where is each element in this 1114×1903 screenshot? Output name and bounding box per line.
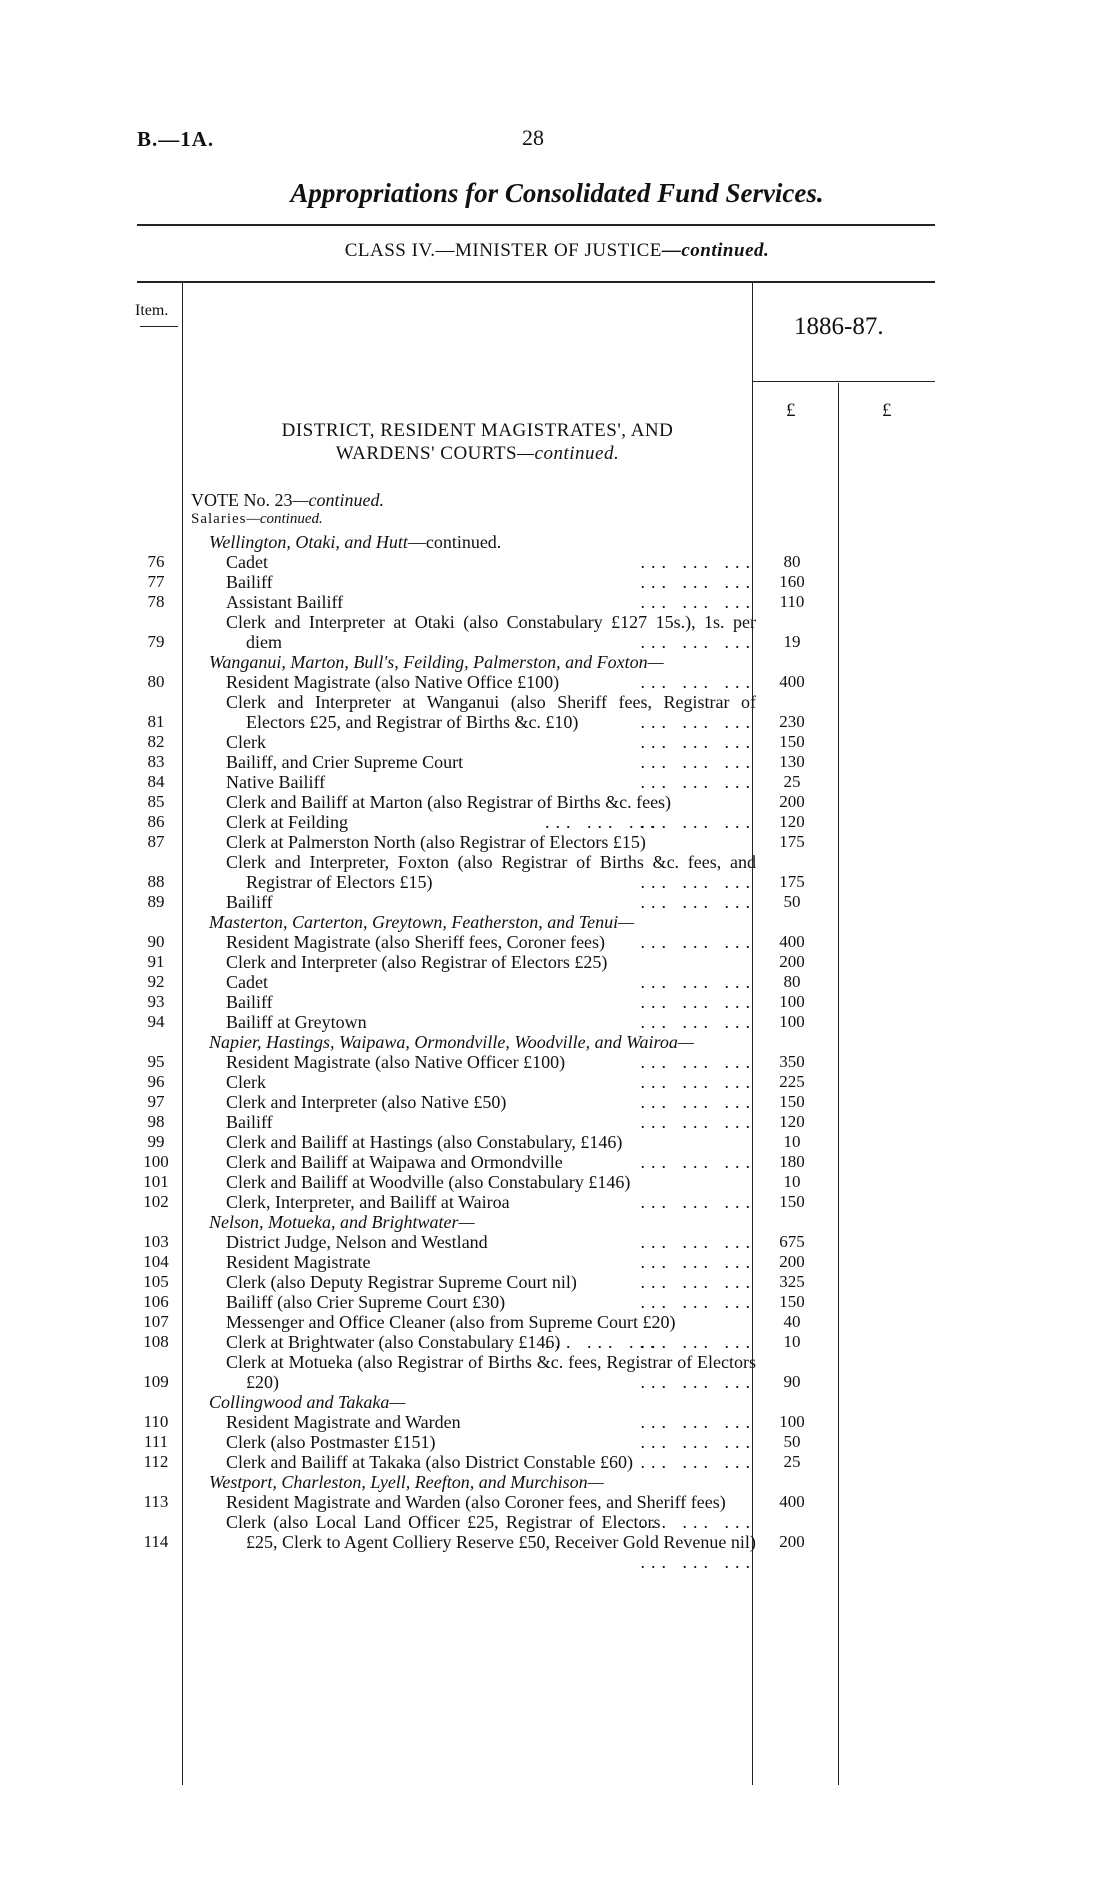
- item-description: [226, 1172, 756, 1192]
- item-amount: 25: [783, 1452, 801, 1471]
- table-row: [0, 1252, 1114, 1272]
- leader-dots: ... ... ...: [640, 632, 756, 652]
- item-description: [226, 552, 756, 572]
- item-amount: 40: [783, 1312, 801, 1331]
- item-description: [226, 1232, 756, 1252]
- table-row: [0, 932, 1114, 952]
- item-description: [226, 852, 756, 892]
- item-number: 110: [143, 1412, 169, 1431]
- row-text: Clerk and Bailiff at Woodville (also Constabulary £146): [226, 1172, 631, 1192]
- table-row: [0, 1172, 1114, 1192]
- page-reference: B.—1A.: [137, 127, 215, 151]
- table-row: [0, 1432, 1114, 1452]
- pound-sign-2: £: [882, 400, 892, 421]
- table-row: [0, 892, 1114, 912]
- leader-dots: ... ... ...: [640, 1332, 756, 1352]
- item-description: [226, 992, 756, 1012]
- item-amount: 200: [779, 952, 805, 971]
- year-column-header: 1886-87.: [794, 313, 884, 340]
- item-amount: 350: [779, 1052, 805, 1071]
- section-title-line2: WARDENS' COURTS: [335, 443, 518, 464]
- leader-dots: ... ... ...: [640, 1152, 756, 1172]
- pound-sign-1: £: [786, 400, 796, 421]
- row-text: Clerk and Bailiff at Marton (also Registrar of Births &c. fees): [226, 792, 672, 812]
- item-description: [226, 1252, 756, 1272]
- row-text: Clerk and Interpreter, Foxton (also Registrar of Births &c. fees, and Registrar of Electors £15): [226, 852, 756, 892]
- item-number: 91: [147, 952, 165, 971]
- item-description: [226, 612, 756, 652]
- item-amount: 150: [779, 732, 805, 751]
- item-number: 85: [147, 792, 165, 811]
- row-text: Clerk and Bailiff at Waipawa and Ormondville: [226, 1152, 563, 1172]
- item-description: [226, 672, 756, 692]
- salaries-line: [191, 511, 323, 528]
- item-number: 79: [147, 632, 165, 651]
- item-amount: 160: [779, 572, 805, 591]
- item-description: [226, 1192, 756, 1212]
- item-description: [226, 832, 756, 852]
- leader-dots: ... ... ...: [640, 732, 756, 752]
- item-amount: 50: [783, 892, 801, 911]
- row-text: Napier, Hastings, Waipawa, Ormondville, Woodville, and Wairoa—: [209, 1032, 694, 1052]
- leader-dots: ... ... ...: [640, 972, 756, 992]
- row-text: Clerk at Palmerston North (also Registrar of Electors £15): [226, 832, 646, 852]
- item-description: [226, 952, 756, 972]
- row-text: Resident Magistrate and Warden (also Coroner fees, and Sheriff fees): [226, 1492, 726, 1512]
- item-description: [226, 572, 756, 592]
- item-number: 105: [143, 1272, 169, 1291]
- leader-dots: ... ... ...: [640, 752, 756, 772]
- item-description: [226, 812, 756, 832]
- item-number: 78: [147, 592, 165, 611]
- item-number: 97: [147, 1092, 165, 1111]
- section-title-line2-wrap: [200, 442, 755, 465]
- leader-dots: ... ... ...: [640, 892, 756, 912]
- row-continued: —continued.: [407, 532, 502, 552]
- salaries-label: Salaries: [191, 511, 247, 527]
- leader-dots: ... ... ...: [640, 1092, 756, 1112]
- row-text: Resident Magistrate (also Native Officer £100): [226, 1052, 566, 1072]
- table-row: [0, 1452, 1114, 1472]
- row-text: Clerk and Interpreter at Otaki (also Constabulary £127 15s.), 1s. per diem: [226, 612, 756, 652]
- district-group-row: [0, 652, 1114, 672]
- table-row: [0, 1072, 1114, 1092]
- item-description: [226, 1292, 756, 1312]
- leader-dots: ... ... ...: [640, 872, 756, 892]
- row-text: Bailiff: [226, 992, 273, 1012]
- item-amount: 400: [779, 1492, 805, 1511]
- table-row: [0, 1352, 1114, 1392]
- page-title: Appropriations for Consolidated Fund Services.: [290, 178, 824, 208]
- item-description: [226, 1432, 756, 1452]
- leader-dots: ... ... ...: [640, 1232, 756, 1252]
- row-text: Clerk at Motueka (also Registrar of Births &c. fees, Registrar of Electors £20): [226, 1352, 756, 1392]
- item-number: 86: [147, 812, 165, 831]
- item-amount: 200: [779, 792, 805, 811]
- item-amount: 325: [779, 1272, 805, 1291]
- leader-dots: ... ... ...: [640, 1452, 756, 1472]
- item-number: 92: [147, 972, 165, 991]
- item-number: 112: [143, 1452, 169, 1471]
- leader-dots: ... ... ...: [640, 592, 756, 612]
- leader-dots: ... ... ...: [640, 572, 756, 592]
- item-description: [226, 1072, 756, 1092]
- class-title-continued: —continued.: [661, 240, 770, 261]
- leader-dots: ... ... ...: [640, 772, 756, 792]
- item-amount: 225: [779, 1072, 805, 1091]
- leader-dots: ... ... ...: [640, 1112, 756, 1132]
- item-description: [226, 1452, 756, 1472]
- item-amount: 150: [779, 1192, 805, 1211]
- table-row: [0, 832, 1114, 852]
- row-text: Messenger and Office Cleaner (also from Supreme Court £20): [226, 1312, 676, 1332]
- leader-dots: ... ... ...: [640, 1552, 756, 1572]
- item-description: [226, 932, 756, 952]
- district-group-label: [209, 1212, 737, 1232]
- table-row: [0, 1232, 1114, 1252]
- table-row: [0, 992, 1114, 1012]
- item-number: 94: [147, 1012, 165, 1031]
- table-row: [0, 592, 1114, 612]
- row-text: Bailiff: [226, 572, 273, 592]
- table-row: [0, 1272, 1114, 1292]
- row-text: Bailiff: [226, 1112, 273, 1132]
- row-text: Collingwood and Takaka—: [209, 1392, 406, 1412]
- item-number: 89: [147, 892, 165, 911]
- item-amount: 25: [783, 772, 801, 791]
- vote-continued: —continued.: [292, 490, 384, 510]
- district-group-label: [209, 532, 737, 552]
- leader-dots: ... ... ...: [640, 1512, 756, 1532]
- district-group-row: [0, 1212, 1114, 1232]
- item-amount: 675: [779, 1232, 805, 1251]
- row-text: District Judge, Nelson and Westland: [226, 1232, 488, 1252]
- item-description: [226, 1412, 756, 1432]
- item-amount: 10: [783, 1172, 801, 1191]
- table-row: [0, 1512, 1114, 1572]
- section-title-continued: —continued.: [517, 443, 620, 464]
- table-row: [0, 1152, 1114, 1172]
- table-row: [0, 1192, 1114, 1212]
- district-group-row: [0, 1032, 1114, 1052]
- leader-dots: ... ... ...: [640, 1432, 756, 1452]
- item-description: [226, 592, 756, 612]
- district-group-label: [209, 1032, 737, 1052]
- row-text: Bailiff: [226, 892, 273, 912]
- item-amount: 120: [779, 1112, 805, 1131]
- table-row: [0, 732, 1114, 752]
- item-number: 101: [143, 1172, 169, 1191]
- title-rule: [137, 224, 935, 226]
- item-amount: 50: [783, 1432, 801, 1451]
- item-amount: 230: [779, 712, 805, 731]
- row-text: Cadet: [226, 972, 268, 992]
- item-number: 88: [147, 872, 165, 891]
- leader-dots: ... ... ...: [640, 1052, 756, 1072]
- item-number: 111: [143, 1432, 169, 1451]
- item-description: [226, 1352, 756, 1392]
- item-amount: 90: [783, 1372, 801, 1391]
- item-description: [226, 752, 756, 772]
- row-text: Clerk: [226, 1072, 266, 1092]
- table-row: [0, 1332, 1114, 1352]
- item-number: 76: [147, 552, 165, 571]
- leader-dots: ... ... ...: [640, 1192, 756, 1212]
- item-number: 98: [147, 1112, 165, 1131]
- table-row: [0, 672, 1114, 692]
- item-column-header: Item.: [135, 302, 169, 319]
- table-row: [0, 972, 1114, 992]
- item-number: 109: [143, 1372, 169, 1391]
- row-text: Clerk and Interpreter (also Registrar of Electors £25): [226, 952, 608, 972]
- vote-line: [191, 490, 384, 511]
- item-description: [226, 1272, 756, 1292]
- item-number: 77: [147, 572, 165, 591]
- item-number: 99: [147, 1132, 165, 1151]
- district-group-label: [209, 1472, 737, 1492]
- table-top-rule: [137, 281, 935, 283]
- section-title-line1: DISTRICT, RESIDENT MAGISTRATES', AND: [281, 420, 674, 441]
- item-number: 100: [143, 1152, 169, 1171]
- item-amount: 400: [779, 932, 805, 951]
- table-row: [0, 752, 1114, 772]
- item-header-underline: [140, 326, 178, 327]
- item-number: 84: [147, 772, 165, 791]
- row-text: Resident Magistrate and Warden: [226, 1412, 461, 1432]
- class-title-text: CLASS IV.—MINISTER OF JUSTICE: [344, 240, 662, 261]
- row-text: Masterton, Carterton, Greytown, Featherston, and Tenui—: [209, 912, 635, 932]
- item-amount: 10: [783, 1132, 801, 1151]
- table-row: [0, 1132, 1114, 1152]
- item-number: 102: [143, 1192, 169, 1211]
- item-number: 104: [143, 1252, 169, 1271]
- item-amount: 110: [779, 592, 805, 611]
- item-number: 90: [147, 932, 165, 951]
- row-text: Westport, Charleston, Lyell, Reefton, and Murchison—: [209, 1472, 604, 1492]
- item-description: [226, 1512, 756, 1572]
- row-text: Clerk and Bailiff at Takaka (also District Constable £60): [226, 1452, 633, 1472]
- leader-dots: ... ... ...: [640, 672, 756, 692]
- item-amount: 175: [779, 872, 805, 891]
- item-amount: 120: [779, 812, 805, 831]
- item-number: 83: [147, 752, 165, 771]
- item-amount: 80: [783, 552, 801, 571]
- item-description: [226, 692, 756, 732]
- row-text: Clerk (also Postmaster £151): [226, 1432, 436, 1452]
- row-text: Resident Magistrate: [226, 1252, 371, 1272]
- row-text: Resident Magistrate (also Native Office £100): [226, 672, 560, 692]
- item-number: 108: [143, 1332, 169, 1351]
- row-text: Clerk (also Deputy Registrar Supreme Court nil): [226, 1272, 577, 1292]
- row-text: Wellington, Otaki, and Hutt: [209, 532, 408, 552]
- item-description: [226, 1152, 756, 1172]
- table-row: [0, 1012, 1114, 1032]
- row-text: Clerk at Feilding: [226, 812, 348, 832]
- leader-dots: ... ... ...: [640, 1412, 756, 1432]
- section-title: [200, 419, 755, 465]
- table-row: [0, 1052, 1114, 1072]
- item-description: [226, 1332, 756, 1352]
- row-text: Clerk at Brightwater (also Constabulary £146): [226, 1332, 561, 1352]
- item-number: 106: [143, 1292, 169, 1311]
- item-number: 95: [147, 1052, 165, 1071]
- row-text: Clerk: [226, 732, 266, 752]
- item-description: [226, 972, 756, 992]
- row-text: Assistant Bailiff: [226, 592, 344, 612]
- leader-dots: ... ... ...: [640, 1012, 756, 1032]
- table-row: [0, 612, 1114, 652]
- row-text: Clerk and Interpreter (also Native £50): [226, 1092, 507, 1112]
- table-row: [0, 572, 1114, 592]
- year-header-rule: [752, 381, 935, 382]
- item-number: 93: [147, 992, 165, 1011]
- item-amount: 100: [779, 1412, 805, 1431]
- vote-number: VOTE No. 23: [191, 490, 293, 510]
- leader-dots: ... ... ...: [640, 1252, 756, 1272]
- table-row: [0, 1112, 1114, 1132]
- item-description: [226, 1112, 756, 1132]
- district-group-row: [0, 1392, 1114, 1412]
- row-text: Nelson, Motueka, and Brightwater—: [209, 1212, 475, 1232]
- class-title: [0, 240, 1114, 262]
- district-group-row: [0, 1472, 1114, 1492]
- item-amount: 400: [779, 672, 805, 691]
- leader-dots: ... ... ...: [640, 712, 756, 732]
- item-amount: 10: [783, 1332, 801, 1351]
- row-text: Wanganui, Marton, Bull's, Feilding, Palmerston, and Foxton—: [209, 652, 664, 672]
- item-number: 114: [143, 1532, 169, 1551]
- item-amount: 100: [779, 1012, 805, 1031]
- item-amount: 19: [783, 632, 801, 651]
- district-group-label: [209, 1392, 737, 1412]
- table-row: [0, 1412, 1114, 1432]
- leader-dots: ... ... ...: [640, 992, 756, 1012]
- row-text: Clerk and Interpreter at Wanganui (also Sheriff fees, Registrar of Electors £25, and Registrar of Births &c. £10): [226, 692, 756, 732]
- table-row: [0, 1292, 1114, 1312]
- item-description: [226, 1052, 756, 1072]
- leader-dots: ... ... ...: [640, 1072, 756, 1092]
- item-number: 113: [143, 1492, 169, 1511]
- item-amount: 150: [779, 1092, 805, 1111]
- row-text: Bailiff (also Crier Supreme Court £30): [226, 1292, 506, 1312]
- leader-dots: ... ... ...: [640, 552, 756, 572]
- salaries-continued: —continued.: [246, 511, 323, 527]
- table-row: [0, 552, 1114, 572]
- item-amount: 80: [783, 972, 801, 991]
- table-row: [0, 812, 1114, 832]
- item-amount: 180: [779, 1152, 805, 1171]
- item-number: 96: [147, 1072, 165, 1091]
- item-number: 87: [147, 832, 165, 851]
- district-group-label: [209, 912, 737, 932]
- item-number: 82: [147, 732, 165, 751]
- item-amount: 150: [779, 1292, 805, 1311]
- item-amount: 200: [779, 1532, 805, 1551]
- leader-dots: ... ... ...: [640, 812, 756, 832]
- row-text: Bailiff, and Crier Supreme Court: [226, 752, 464, 772]
- row-text: Cadet: [226, 552, 268, 572]
- item-number: 107: [143, 1312, 169, 1331]
- item-description: [226, 1012, 756, 1032]
- leader-dots: ... ... ...: [545, 812, 661, 832]
- table-row: [0, 1092, 1114, 1112]
- item-amount: 175: [779, 832, 805, 851]
- item-number: 80: [147, 672, 165, 691]
- leader-dots: ... ... ...: [640, 1292, 756, 1312]
- leader-dots: ... ... ...: [640, 932, 756, 952]
- row-text: Native Bailiff: [226, 772, 326, 792]
- row-text: Bailiff at Greytown: [226, 1012, 367, 1032]
- item-description: [226, 772, 756, 792]
- item-number: 103: [143, 1232, 169, 1251]
- item-description: [226, 732, 756, 752]
- district-group-row: [0, 532, 1114, 552]
- appropriation-rows: [0, 532, 1114, 1572]
- row-text: Clerk and Bailiff at Hastings (also Constabulary, £146): [226, 1132, 623, 1152]
- table-row: [0, 692, 1114, 732]
- leader-dots: ... ... ...: [545, 1332, 661, 1352]
- item-amount: 130: [779, 752, 805, 771]
- item-description: [226, 1092, 756, 1112]
- table-row: [0, 852, 1114, 892]
- item-description: [226, 892, 756, 912]
- leader-dots: ... ... ...: [640, 1372, 756, 1392]
- row-text: Clerk (also Local Land Officer £25, Registrar of Electors £25, Clerk to Agent Colliery Reserve £50, Receiver Gold Revenue nil): [226, 1512, 756, 1552]
- leader-dots: ... ... ...: [640, 1272, 756, 1292]
- item-number: 81: [147, 712, 165, 731]
- table-row: [0, 772, 1114, 792]
- item-amount: 200: [779, 1252, 805, 1271]
- row-text: Clerk, Interpreter, and Bailiff at Wairoa: [226, 1192, 510, 1212]
- district-group-label: [209, 652, 737, 672]
- row-text: Resident Magistrate (also Sheriff fees, Coroner fees): [226, 932, 606, 952]
- item-amount: 100: [779, 992, 805, 1011]
- district-group-row: [0, 912, 1114, 932]
- page-number: 28: [522, 125, 544, 150]
- item-description: [226, 1132, 756, 1152]
- table-row: [0, 952, 1114, 972]
